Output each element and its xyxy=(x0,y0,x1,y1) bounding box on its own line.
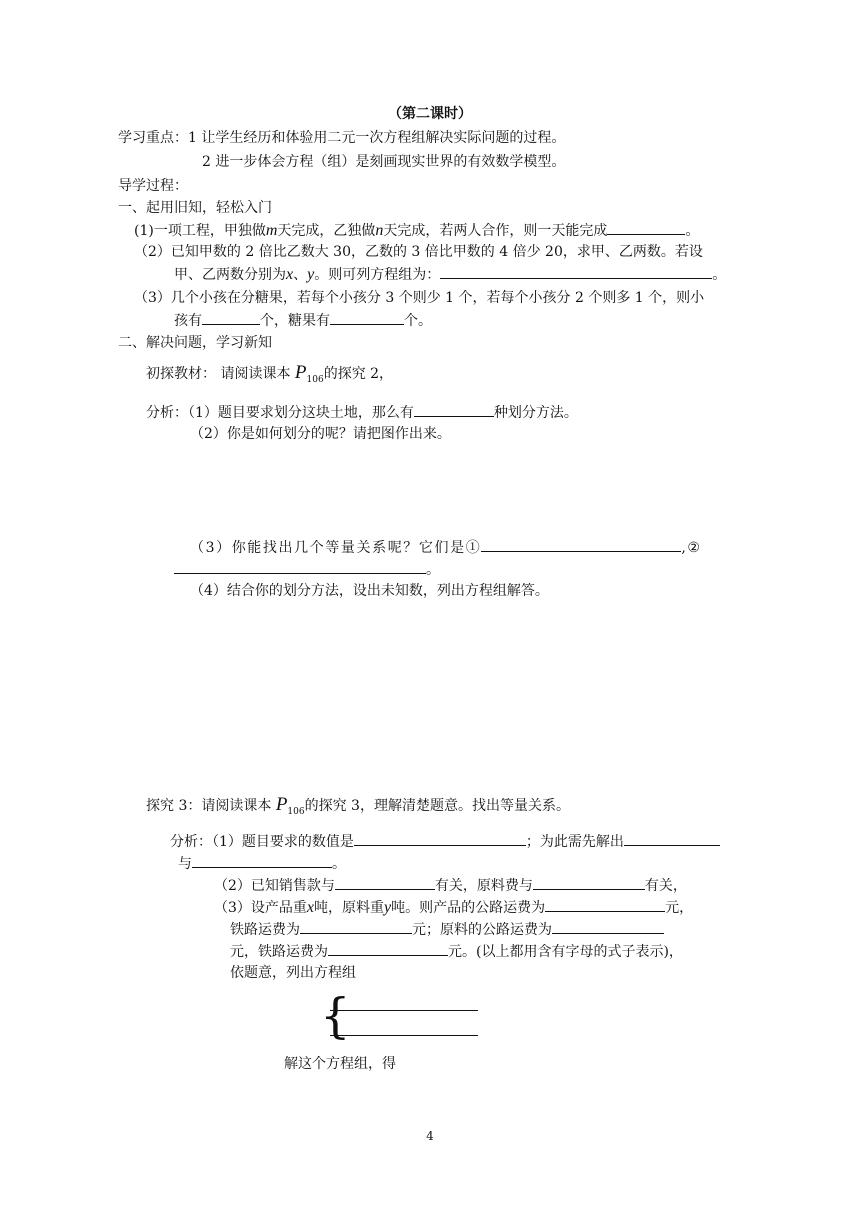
var-x: x xyxy=(306,899,315,916)
var-y: y xyxy=(307,266,315,283)
relation-2-blank[interactable] xyxy=(174,559,426,574)
e3-an3b-a: 铁路运费为 xyxy=(230,922,300,938)
question-3-line-1: （3）几个小孩在分糖果，若每个小孩分 3 个则少 1 个，若每个小孩分 2 个则多 1 个，则小 xyxy=(134,290,705,306)
process-label: 导学过程： xyxy=(118,178,188,194)
e3-an1-end: 。 xyxy=(332,856,346,872)
solve-second-blank[interactable] xyxy=(192,853,332,868)
explore3-analysis-1-cont xyxy=(178,853,346,874)
q2-end: 。 xyxy=(712,267,727,283)
question-1 xyxy=(134,220,699,241)
an3-text-b: ,② xyxy=(681,540,702,556)
an1-text-b: 种划分方法。 xyxy=(493,405,578,421)
e3-an3-c: 吨。则产品的公路运费为 xyxy=(391,900,546,916)
explore3-analysis-3d: 依题意，列出方程组 xyxy=(230,965,356,981)
q1-end: 。 xyxy=(685,223,700,239)
question-3-line-2 xyxy=(174,310,432,331)
intro-line xyxy=(146,363,393,390)
explore3-analysis-3 xyxy=(214,897,693,918)
lesson-title: （第二课时） xyxy=(388,106,472,122)
section2-heading: 二、解决问题，学习新知 xyxy=(118,335,272,351)
e3-an3b-b: 元；原料的公路运费为 xyxy=(412,922,552,938)
sales-blank[interactable] xyxy=(335,875,435,890)
q1-text-a: (1)一项工程，甲独做 xyxy=(134,223,266,239)
methods-blank[interactable] xyxy=(414,402,494,417)
e3-an2-c: 有关， xyxy=(644,878,687,894)
e3-an3c-b: 元。(以上都用含有字母的式子表示)， xyxy=(448,944,683,960)
page-subscript: 106 xyxy=(306,374,324,385)
explore3-analysis-2 xyxy=(214,875,687,896)
explore3-analysis-3c xyxy=(230,941,683,962)
var-m: m xyxy=(265,222,278,239)
explore3-analysis-3b xyxy=(230,919,664,940)
explore3-intro xyxy=(146,795,570,822)
q2-text-b: 。则可列方程组为： xyxy=(314,267,441,283)
an3-text-a: （3）你能找出几个等量关系呢？它们是① xyxy=(190,540,482,556)
target-value-blank[interactable] xyxy=(354,831,526,846)
q2-sep: 、 xyxy=(293,267,308,283)
var-p: P xyxy=(294,362,307,383)
e3-an3-a: （3）设产品重 xyxy=(214,900,307,916)
question-2-line-2 xyxy=(174,264,726,285)
equation-blank[interactable] xyxy=(440,264,712,279)
children-blank[interactable] xyxy=(202,310,260,325)
e3-an3-b: 吨，原料重 xyxy=(314,900,385,916)
focus-label: 学习重点： xyxy=(118,130,188,146)
e3-an1-b: ；为此需先解出 xyxy=(525,834,624,850)
analysis-3-cont xyxy=(174,559,440,580)
e3-an2-a: （2）已知销售款与 xyxy=(214,878,335,894)
var-x: x xyxy=(286,266,294,283)
q2-text-a: 甲、乙两数分别为 xyxy=(174,267,286,283)
product-road-blank[interactable] xyxy=(545,897,665,912)
focus-line-1 xyxy=(118,128,565,148)
section1-heading: 一、起用旧知，轻松入门 xyxy=(118,200,272,216)
equation-system-brace: { xyxy=(320,988,351,1044)
focus-item-2: 2 进一步体会方程（组）是刻画现实世界的有效数学模型。 xyxy=(202,154,566,170)
q1-text-c: 天完成，若两人合作，则一天能完成 xyxy=(383,223,608,239)
equation-line-2[interactable] xyxy=(330,1035,478,1036)
q3-text-c: 个。 xyxy=(404,313,432,329)
analysis-4: （4）结合你的划分方法，设出未知数，列出方程组解答。 xyxy=(190,583,549,599)
question-2-line-1: （2）已知甲数的 2 倍比乙数大 30，乙数的 3 倍比甲数的 4 倍少 20，求甲、乙两数。若设 xyxy=(134,244,703,260)
e3-intro-b: 的探究 3，理解清楚题意。找出等量关系。 xyxy=(304,798,570,814)
solve-line: 解这个方程组，得 xyxy=(284,1056,396,1072)
analysis-3 xyxy=(190,537,702,558)
q3-text-b: 个，糖果有 xyxy=(260,313,330,329)
e3-an3-d: 元， xyxy=(665,900,694,916)
e3-an3c-a: 元，铁路运费为 xyxy=(230,944,328,960)
candy-blank[interactable] xyxy=(330,310,404,325)
analysis-1 xyxy=(146,402,578,423)
intro-text-a: 初探教材： 请阅读课本 xyxy=(146,366,295,382)
e3-an1-c: 与 xyxy=(178,856,192,872)
q1-text-b: 天完成，乙独做 xyxy=(277,223,376,239)
solve-first-blank[interactable] xyxy=(624,831,720,846)
e3-an2-b: 有关，原料费与 xyxy=(434,878,533,894)
an1-text-a: 分析：（1）题目要求划分这块土地，那么有 xyxy=(146,405,414,421)
material-rail-blank[interactable] xyxy=(328,941,448,956)
analysis-2: （2）你是如何划分的呢？请把图作出来。 xyxy=(190,426,451,442)
var-p: P xyxy=(275,794,288,815)
product-rail-blank[interactable] xyxy=(300,919,412,934)
e3-intro-a: 探究 3：请阅读课本 xyxy=(146,798,276,814)
answer-blank[interactable] xyxy=(607,220,685,235)
var-n: n xyxy=(375,222,384,239)
material-road-blank[interactable] xyxy=(552,919,664,934)
equation-line-1[interactable] xyxy=(330,1010,478,1011)
var-y: y xyxy=(384,899,392,916)
relation-1-blank[interactable] xyxy=(481,537,681,552)
explore3-analysis-1 xyxy=(170,831,720,852)
q3-text-a: 孩有 xyxy=(174,313,202,329)
focus-item-1: 1 让学生经历和体验用二元一次方程组解决实际问题的过程。 xyxy=(188,130,566,146)
page-number: 4 xyxy=(426,1129,434,1143)
an3-end: 。 xyxy=(426,562,440,578)
page-subscript: 106 xyxy=(287,806,305,817)
e3-an1-a: 分析：（1）题目要求的数值是 xyxy=(170,834,354,850)
intro-text-b: 的探究 2， xyxy=(323,366,394,382)
material-cost-blank[interactable] xyxy=(533,875,645,890)
